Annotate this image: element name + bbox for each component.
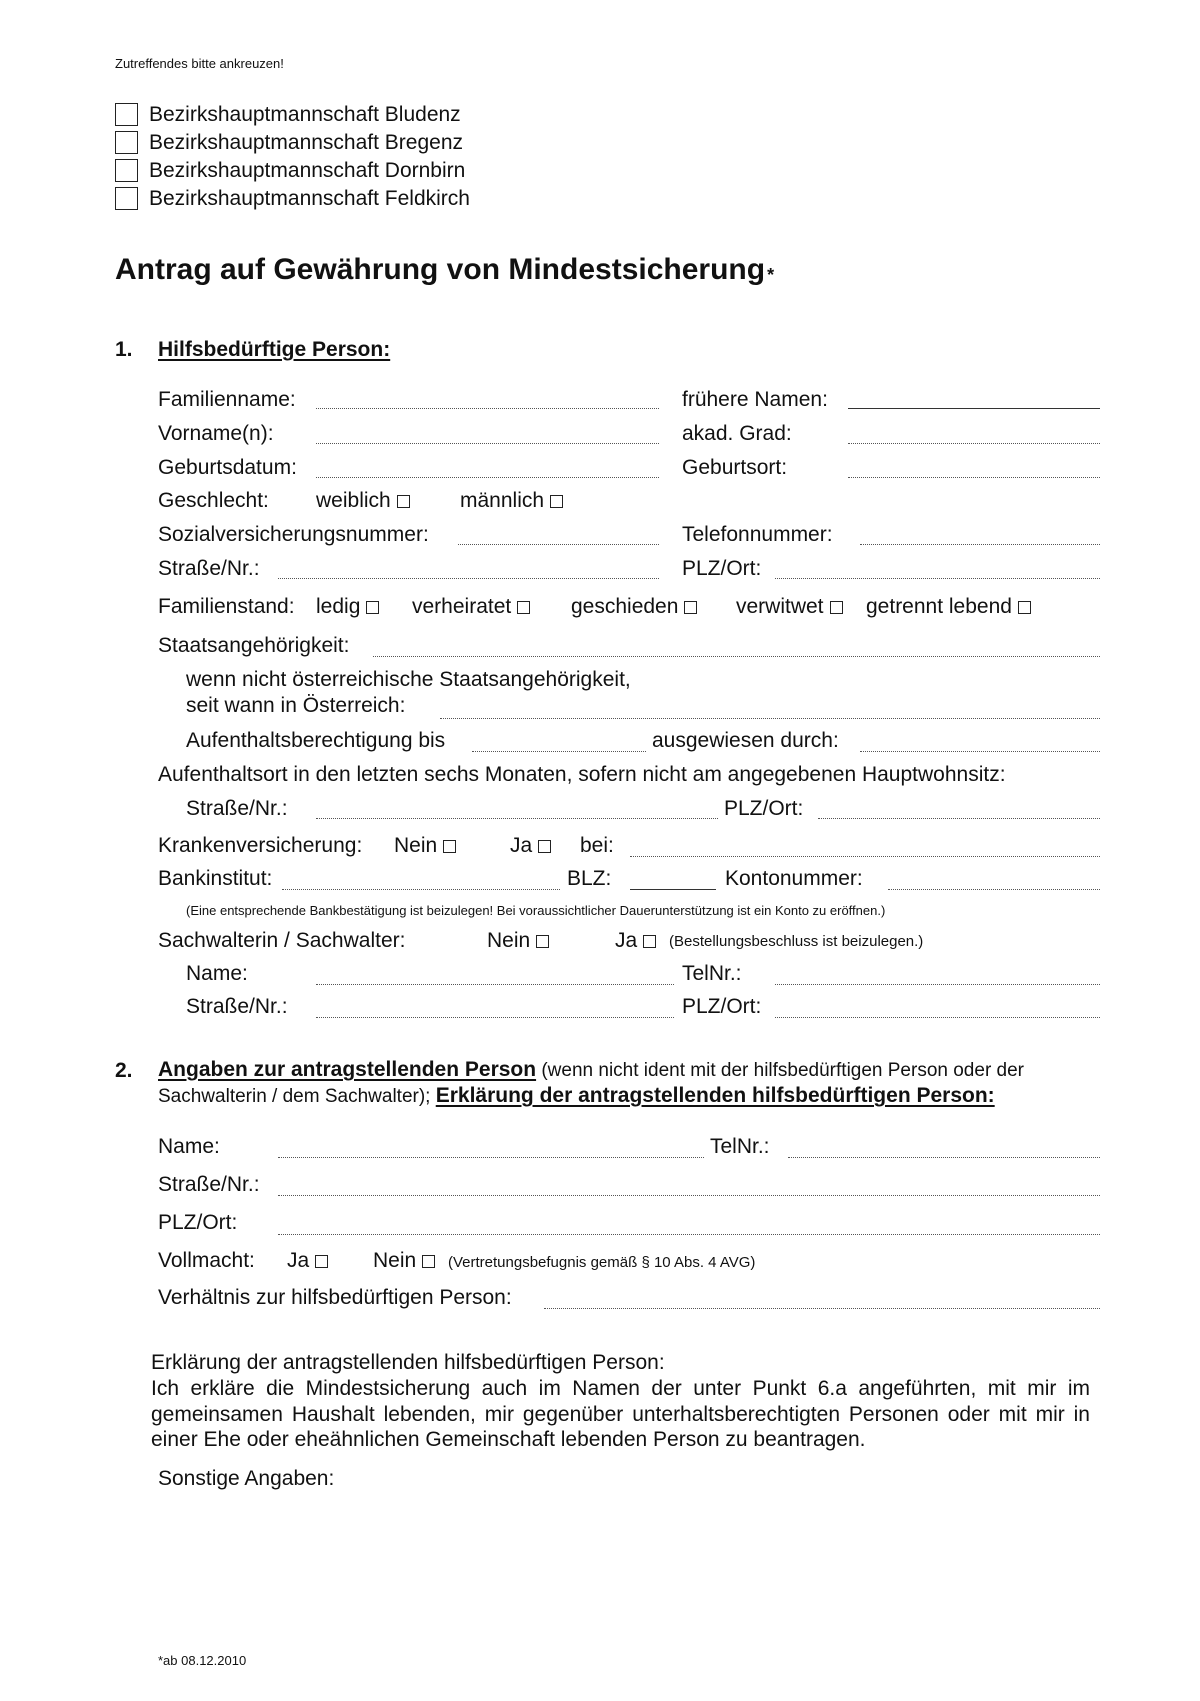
field-geburtsdatum[interactable] [316,477,659,478]
section2-intro: (wenn nicht ident mit der hilfsbedürftigen Person oder der [536,1060,1025,1081]
label-blz: BLZ: [567,867,612,890]
checkbox[interactable] [684,601,697,614]
field-staatsangehoerigkeit[interactable] [373,656,1100,657]
label-geburtsdatum: Geburtsdatum: [158,456,297,479]
field-sw-tel[interactable] [775,984,1100,985]
label-bankinstitut: Bankinstitut: [158,867,273,890]
label-svnr: Sozialversicherungsnummer: [158,523,429,546]
field-sw-name[interactable] [316,984,674,985]
field-strasse[interactable] [278,578,659,579]
label-sw-strasse: Straße/Nr.: [186,995,288,1018]
checkbox[interactable] [536,935,549,948]
field-strasse-aufenthalt[interactable] [316,818,718,819]
authority-label: Bezirkshauptmannschaft Dornbirn [149,159,466,182]
label-akad-grad: akad. Grad: [682,422,792,445]
field-s2-plz[interactable] [278,1234,1100,1235]
label-strasse-aufenthalt: Straße/Nr.: [186,797,288,820]
title-mark: * [767,265,775,285]
label-krankenversicherung: Krankenversicherung: [158,834,363,857]
label-plz: PLZ/Ort: [682,557,762,580]
field-familienname[interactable] [316,408,659,409]
option-getrennt-lebend[interactable] [866,594,1031,620]
checkbox[interactable] [397,495,410,508]
label-s2-plz: PLZ/Ort: [158,1211,238,1234]
label-strasse: Straße/Nr.: [158,557,260,580]
sw-note: (Bestellungsbeschluss ist beizulegen.) [669,933,924,950]
option-label: Nein [373,1249,417,1272]
label-sachwalter: Sachwalterin / Sachwalter: [158,929,406,952]
label-plz-aufenthalt: PLZ/Ort: [724,797,804,820]
checkbox[interactable] [115,159,138,182]
option-label: Nein [394,834,438,857]
footer-note: *ab 08.12.2010 [158,1653,247,1668]
checkbox[interactable] [643,935,656,948]
option-label: verwitwet [736,595,824,618]
option-verheiratet[interactable] [412,594,530,620]
option-kv-ja[interactable] [510,833,551,859]
option-label: ledig [316,595,361,618]
erklaerung-text: Ich erkläre die Mindestsicherung auch im Namen der unter Punkt 6.a angeführten, mit mir im gemeinsamen Haushalt lebenden, mir gegenüber unterhaltsberechtigten Personen oder mit mir in einer Ehe oder eheähnlichen Gemeinschaft lebenden Person zu beantragen. [151,1377,1090,1451]
field-sw-strasse[interactable] [316,1017,674,1018]
option-label: getrennt lebend [866,595,1012,618]
label-s2-tel: TelNr.: [710,1135,770,1158]
checkbox[interactable] [550,495,563,508]
authority-label: Bezirkshauptmannschaft Feldkirch [149,187,470,210]
label-sonstige: Sonstige Angaben: [158,1467,335,1490]
option-verwitwet[interactable] [736,594,843,620]
checkbox[interactable] [115,187,138,210]
section1-heading: Hilfsbedürftige Person: [158,338,391,361]
field-verhaeltnis[interactable] [544,1308,1100,1309]
option-label: Ja [615,929,638,952]
label-s2-name: Name: [158,1135,220,1158]
title-text: Antrag auf Gewährung von Mindestsicherung [115,253,766,286]
field-sw-plz[interactable] [775,1017,1100,1018]
section2-heading2: Erklärung der antragstellenden hilfsbedürftigen Person: [435,1084,995,1107]
field-ausgewiesen[interactable] [860,751,1100,752]
option-vollmacht-nein[interactable] [373,1248,435,1274]
section1-number: 1. [115,338,133,361]
label-verhaeltnis: Verhältnis zur hilfsbedürftigen Person: [158,1286,512,1309]
authority-option-bludenz[interactable] [115,103,461,131]
option-maennlich[interactable] [460,488,563,514]
section2-heading: Angaben zur antragstellenden Person [158,1058,537,1081]
option-kv-nein[interactable] [394,833,456,859]
checkbox[interactable] [517,601,530,614]
field-telefon[interactable] [860,544,1100,545]
label-s2-strasse: Straße/Nr.: [158,1173,260,1196]
checkbox[interactable] [538,840,551,853]
label-seit-wann: seit wann in Österreich: [186,694,406,717]
field-kv-bei[interactable] [630,856,1100,857]
label-aufenthaltsberechtigung: Aufenthaltsberechtigung bis [186,729,446,752]
label-familienstand: Familienstand: [158,595,295,618]
label-ausgewiesen: ausgewiesen durch: [652,729,839,752]
section2-header-line2 [158,1083,995,1110]
option-label: verheiratet [412,595,512,618]
label-telefon: Telefonnummer: [682,523,833,546]
label-vorname: Vorname(n): [158,422,274,445]
option-geschieden[interactable] [571,594,697,620]
field-vorname[interactable] [316,443,659,444]
label-geburtsort: Geburtsort: [682,456,788,479]
option-label: männlich [460,489,545,512]
field-kontonummer[interactable] [888,889,1100,890]
field-aufenthaltsberechtigung[interactable] [472,751,646,752]
field-fruehere-namen[interactable] [848,408,1100,409]
label-geschlecht: Geschlecht: [158,489,269,512]
vollmacht-note: (Vertretungsbefugnis gemäß § 10 Abs. 4 AVG) [448,1254,756,1271]
option-label: Ja [510,834,533,857]
erklaerung-title: Erklärung der antragstellenden hilfsbedürftigen Person: [151,1351,665,1374]
label-wenn-nicht: wenn nicht österreichische Staatsangehörigkeit, [186,668,631,691]
field-bankinstitut[interactable] [282,889,560,890]
authority-label: Bezirkshauptmannschaft Bregenz [149,131,464,154]
field-plz-aufenthalt[interactable] [818,818,1100,819]
bank-note: (Eine entsprechende Bankbestätigung ist beizulegen! Bei voraussichtlicher Dauerunterstützung ist ein Konto zu eröffnen.) [186,903,886,918]
authority-label: Bezirkshauptmannschaft Bludenz [149,103,461,126]
field-s2-name[interactable] [278,1157,704,1158]
field-plz[interactable] [775,578,1100,579]
checkbox[interactable] [830,601,843,614]
checkbox[interactable] [115,103,138,126]
authority-option-feldkirch[interactable] [115,187,470,215]
option-label: Ja [287,1249,310,1272]
checkbox[interactable] [422,1255,435,1268]
option-weiblich[interactable] [316,488,410,514]
field-geburtsort[interactable] [848,477,1100,478]
label-kontonummer: Kontonummer: [725,867,863,890]
label-sw-plz: PLZ/Ort: [682,995,762,1018]
page-title [115,252,774,293]
section2-header-line1 [158,1057,1024,1084]
authority-option-bregenz[interactable] [115,131,464,159]
field-svnr[interactable] [458,544,659,545]
option-sw-ja[interactable] [615,928,656,954]
field-seit-wann[interactable] [440,718,1100,719]
instruction-text: Zutreffendes bitte ankreuzen! [115,56,284,71]
checkbox[interactable] [443,840,456,853]
field-s2-tel[interactable] [788,1157,1100,1158]
option-ledig[interactable] [316,594,379,620]
label-familienname: Familienname: [158,388,296,411]
checkbox[interactable] [366,601,379,614]
option-sw-nein[interactable] [487,928,549,954]
label-aufenthaltsort: Aufenthaltsort in den letzten sechs Monaten, sofern nicht am angegebenen Hauptwohnsitz: [158,763,1006,786]
field-blz[interactable] [630,889,716,890]
checkbox[interactable] [1018,601,1031,614]
label-vollmacht: Vollmacht: [158,1249,255,1272]
option-label: geschieden [571,595,679,618]
checkbox[interactable] [315,1255,328,1268]
checkbox[interactable] [115,131,138,154]
section2-number: 2. [115,1059,133,1082]
label-fruehere-namen: frühere Namen: [682,388,828,411]
field-akad-grad[interactable] [848,443,1100,444]
label-sw-tel: TelNr.: [682,962,742,985]
option-vollmacht-ja[interactable] [287,1248,328,1274]
authority-option-dornbirn[interactable] [115,159,466,187]
label-bei: bei: [580,834,614,857]
label-sw-name: Name: [186,962,248,985]
field-s2-strasse[interactable] [278,1195,1100,1196]
option-label: Nein [487,929,531,952]
option-label: weiblich [316,489,391,512]
section2-intro2: Sachwalterin / dem Sachwalter); [158,1086,436,1107]
label-staatsangehoerigkeit: Staatsangehörigkeit: [158,634,350,657]
